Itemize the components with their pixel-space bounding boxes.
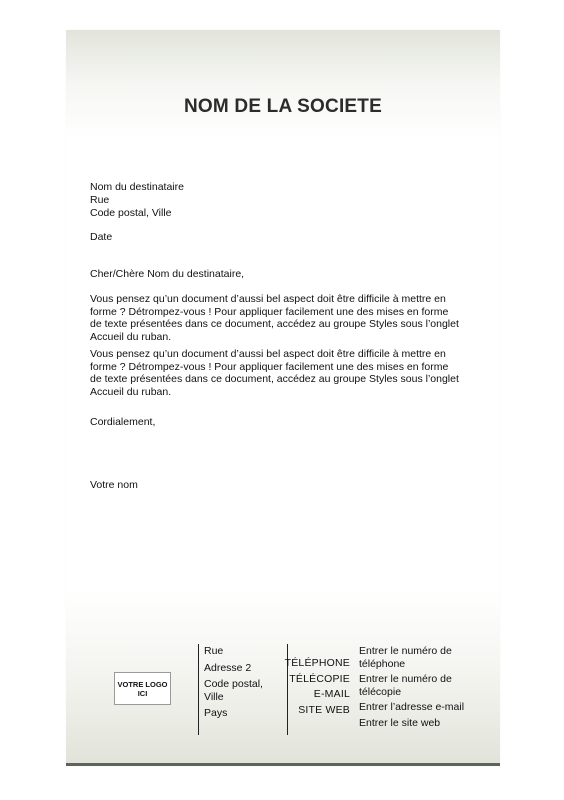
logo-placeholder: [114, 672, 171, 705]
address-line: Adresse 2: [204, 661, 252, 674]
company-name: NOM DE LA SOCIETE: [184, 96, 382, 117]
recipient-street: Rue: [90, 194, 110, 206]
footer-bottom-rule: [66, 763, 500, 766]
closing: Cordialement,: [90, 416, 156, 428]
contact-labels: [280, 657, 350, 719]
value-fax: Entrer le numéro de télécopie: [359, 673, 452, 698]
address-line: Pays: [204, 707, 228, 719]
value-website: Entrer le site web: [359, 716, 441, 729]
address-line: Rue: [204, 645, 224, 657]
label-website: SITE WEB: [298, 703, 350, 716]
body-paragraph: Vous pensez qu’un document d’aussi bel aspect doit être difficile à mettre en forme ? Détrompez-vous ! Pour appliquer facilement une des mises en forme de texte présentées dans ce document, accédez au groupe Styles sous l’onglet Accueil du ruban.: [90, 348, 459, 398]
recipient-city: Code postal, Ville: [90, 207, 172, 219]
label-fax: TÉLÉCOPIE: [289, 672, 350, 685]
value-email: Entrer l’adresse e-mail: [359, 701, 465, 713]
value-phone: Entrer le numéro de téléphone: [359, 645, 452, 670]
greeting: Cher/Chère Nom du destinataire,: [90, 268, 245, 280]
address-line: Code postal, Ville: [204, 678, 263, 703]
footer-address: [204, 645, 282, 724]
logo-line: VOTRE LOGO: [117, 679, 168, 689]
signature-name: Votre nom: [90, 479, 138, 491]
letter-date: Date: [90, 231, 113, 243]
label-phone: TÉLÉPHONE: [284, 657, 350, 669]
logo-line: ICI: [137, 688, 148, 698]
contact-values: [359, 645, 469, 729]
recipient-name: Nom du destinataire: [90, 181, 184, 193]
footer-divider: [198, 644, 199, 735]
label-email: E-MAIL: [313, 688, 350, 700]
body-paragraph: Vous pensez qu’un document d’aussi bel aspect doit être difficile à mettre en forme ? Détrompez-vous ! Pour appliquer facilement une des mises en forme de texte présentées dans ce document, accédez au groupe Styles sous l’onglet Accueil du ruban.: [90, 293, 459, 343]
